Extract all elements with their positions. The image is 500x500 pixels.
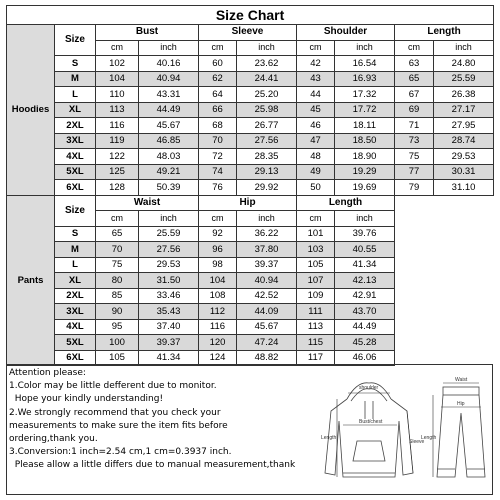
unit-header: cm: [96, 211, 139, 227]
waist-label: Waist: [455, 377, 468, 383]
notes-panel: [6, 364, 493, 495]
table-cell: 44.49: [335, 319, 395, 335]
unit-header: inch: [335, 40, 395, 56]
size-header: Size: [55, 25, 96, 56]
table-cell: 69: [395, 102, 434, 118]
table-cell: 98: [199, 257, 237, 273]
table-cell: 39.37: [237, 257, 297, 273]
table-cell: 71: [395, 118, 434, 134]
size-label: M: [55, 242, 96, 258]
table-cell: 45.67: [237, 319, 297, 335]
table-cell: 62: [199, 71, 237, 87]
table-cell: 29.53: [139, 257, 199, 273]
table-cell: 128: [96, 180, 139, 196]
table-cell: 48.03: [139, 149, 199, 165]
note-line: 2.We strongly recommend that you check your: [9, 407, 221, 418]
measurement-diagram: [321, 377, 491, 489]
table-cell: 68: [199, 118, 237, 134]
table-cell: 41.34: [139, 350, 199, 366]
page-title: Size Chart: [7, 6, 494, 25]
table-cell: 47.24: [237, 335, 297, 351]
size-label: S: [55, 56, 96, 72]
note-line: 3.Conversion:1 inch=2.54 cm,1 cm=0.3937 inch.: [9, 447, 232, 458]
note-line: 1.Color may be little defferent due to monitor.: [9, 381, 217, 392]
table-cell: 63: [395, 56, 434, 72]
table-cell: 40.16: [139, 56, 199, 72]
hip-label: Hip: [457, 401, 465, 407]
unit-header: cm: [395, 40, 434, 56]
table-cell: 40.55: [335, 242, 395, 258]
table-cell: 102: [96, 56, 139, 72]
size-label: 6XL: [55, 180, 96, 196]
size-label: L: [55, 87, 96, 103]
unit-header: inch: [139, 211, 199, 227]
column-header: Length: [395, 25, 494, 41]
note-line: measurements to make sure the item fits before: [9, 420, 228, 431]
size-label: S: [55, 226, 96, 242]
table-cell: 65: [395, 71, 434, 87]
table-row: [7, 102, 494, 118]
table-cell: 47: [297, 133, 335, 149]
note-line: Attention please:: [9, 368, 86, 378]
table-cell: 100: [96, 335, 139, 351]
table-row: [7, 133, 494, 149]
table-cell: 28.35: [237, 149, 297, 165]
size-label: L: [55, 257, 96, 273]
table-cell: 104: [199, 273, 237, 289]
table-cell: 104: [96, 71, 139, 87]
table-cell: 76: [199, 180, 237, 196]
table-cell: 42.91: [335, 288, 395, 304]
table-cell: 48.82: [237, 350, 297, 366]
note-line: ordering,thank you.: [9, 434, 98, 445]
size-label: 2XL: [55, 118, 96, 134]
table-cell: 30.31: [434, 164, 494, 180]
size-label: 3XL: [55, 133, 96, 149]
table-cell: 39.37: [139, 335, 199, 351]
table-cell: 101: [297, 226, 335, 242]
table-cell: 85: [96, 288, 139, 304]
size-label: XL: [55, 102, 96, 118]
table-cell: 42: [297, 56, 335, 72]
table-cell: 27.17: [434, 102, 494, 118]
table-row: [7, 71, 494, 87]
table-cell: 77: [395, 164, 434, 180]
table-cell: 117: [297, 350, 335, 366]
table-cell: 74: [199, 164, 237, 180]
unit-header: cm: [199, 40, 237, 56]
unit-header: inch: [434, 40, 494, 56]
table-cell: 116: [96, 118, 139, 134]
table-cell: 124: [199, 350, 237, 366]
table-cell: 19.29: [335, 164, 395, 180]
table-cell: 29.92: [237, 180, 297, 196]
table-cell: 25.59: [139, 226, 199, 242]
table-cell: 122: [96, 149, 139, 165]
table-row: [7, 164, 494, 180]
shoulder-label: shoulder: [359, 385, 379, 391]
table-cell: 18.11: [335, 118, 395, 134]
table-cell: 120: [199, 335, 237, 351]
table-cell: 46: [297, 118, 335, 134]
table-cell: 109: [297, 288, 335, 304]
table-cell: 31.50: [139, 273, 199, 289]
table-cell: 45.67: [139, 118, 199, 134]
table-cell: 60: [199, 56, 237, 72]
size-label: 4XL: [55, 319, 96, 335]
table-cell: 29.53: [434, 149, 494, 165]
table-cell: 79: [395, 180, 434, 196]
size-label: 4XL: [55, 149, 96, 165]
table-cell: 40.94: [237, 273, 297, 289]
table-cell: 17.72: [335, 102, 395, 118]
table-cell: 35.43: [139, 304, 199, 320]
table-cell: 113: [297, 319, 335, 335]
table-cell: 45.28: [335, 335, 395, 351]
table-row: [7, 180, 494, 196]
table-cell: 67: [395, 87, 434, 103]
table-cell: 29.13: [237, 164, 297, 180]
table-cell: 40.94: [139, 71, 199, 87]
blank-area: [395, 195, 494, 366]
table-cell: 125: [96, 164, 139, 180]
table-cell: 27.56: [139, 242, 199, 258]
table-cell: 46.06: [335, 350, 395, 366]
table-cell: 110: [96, 87, 139, 103]
unit-header: cm: [297, 211, 335, 227]
size-label: 6XL: [55, 350, 96, 366]
table-cell: 75: [395, 149, 434, 165]
table-cell: 43.31: [139, 87, 199, 103]
table-cell: 19.69: [335, 180, 395, 196]
size-chart-table: [6, 5, 494, 366]
table-cell: 50.39: [139, 180, 199, 196]
size-header: Size: [55, 195, 96, 226]
table-cell: 28.74: [434, 133, 494, 149]
table-cell: 44: [297, 87, 335, 103]
table-cell: 42.13: [335, 273, 395, 289]
column-header: Bust: [96, 25, 199, 41]
table-cell: 44.09: [237, 304, 297, 320]
table-row: [7, 118, 494, 134]
table-cell: 75: [96, 257, 139, 273]
table-cell: 16.54: [335, 56, 395, 72]
note-line: Hope your kindly understanding!: [9, 394, 164, 405]
table-cell: 45: [297, 102, 335, 118]
table-cell: 112: [199, 304, 237, 320]
table-cell: 25.98: [237, 102, 297, 118]
table-cell: 18.90: [335, 149, 395, 165]
unit-header: inch: [139, 40, 199, 56]
table-cell: 26.77: [237, 118, 297, 134]
table-cell: 17.32: [335, 87, 395, 103]
unit-header: cm: [96, 40, 139, 56]
size-label: XL: [55, 273, 96, 289]
table-cell: 72: [199, 149, 237, 165]
table-cell: 25.20: [237, 87, 297, 103]
length-label: Length: [321, 435, 337, 441]
table-cell: 43.70: [335, 304, 395, 320]
table-cell: 31.10: [434, 180, 494, 196]
table-row: [7, 87, 494, 103]
table-cell: 44.49: [139, 102, 199, 118]
table-cell: 49: [297, 164, 335, 180]
table-cell: 26.38: [434, 87, 494, 103]
column-header: Shoulder: [297, 25, 395, 41]
bust-label: Bust/chest: [359, 419, 383, 425]
table-cell: 116: [199, 319, 237, 335]
table-cell: 25.59: [434, 71, 494, 87]
table-cell: 48: [297, 149, 335, 165]
column-header: Length: [297, 195, 395, 211]
table-cell: 80: [96, 273, 139, 289]
unit-header: inch: [237, 211, 297, 227]
table-cell: 39.76: [335, 226, 395, 242]
sleeve-label: Sleeve: [409, 439, 425, 445]
pants-length-label: Length: [421, 435, 437, 441]
table-cell: 27.95: [434, 118, 494, 134]
table-cell: 92: [199, 226, 237, 242]
table-cell: 96: [199, 242, 237, 258]
unit-header: inch: [335, 211, 395, 227]
table-cell: 49.21: [139, 164, 199, 180]
table-cell: 70: [96, 242, 139, 258]
table-cell: 33.46: [139, 288, 199, 304]
table-cell: 115: [297, 335, 335, 351]
table-cell: 43: [297, 71, 335, 87]
table-cell: 105: [297, 257, 335, 273]
table-cell: 50: [297, 180, 335, 196]
table-cell: 24.80: [434, 56, 494, 72]
table-cell: 36.22: [237, 226, 297, 242]
table-cell: 105: [96, 350, 139, 366]
size-label: 5XL: [55, 164, 96, 180]
unit-header: inch: [237, 40, 297, 56]
table-cell: 119: [96, 133, 139, 149]
table-cell: 113: [96, 102, 139, 118]
table-cell: 64: [199, 87, 237, 103]
column-header: Waist: [96, 195, 199, 211]
size-label: M: [55, 71, 96, 87]
table-cell: 37.40: [139, 319, 199, 335]
notes-text: [9, 367, 329, 473]
size-label: 3XL: [55, 304, 96, 320]
table-cell: 24.41: [237, 71, 297, 87]
table-cell: 103: [297, 242, 335, 258]
note-line: Please allow a little differs due to manual measurement,thank: [9, 460, 296, 471]
unit-header: cm: [297, 40, 335, 56]
table-row: [7, 56, 494, 72]
table-cell: 66: [199, 102, 237, 118]
hoodies-group-label: Hoodies: [7, 25, 55, 196]
size-label: 5XL: [55, 335, 96, 351]
table-cell: 18.50: [335, 133, 395, 149]
table-cell: 108: [199, 288, 237, 304]
table-cell: 65: [96, 226, 139, 242]
table-cell: 70: [199, 133, 237, 149]
table-cell: 41.34: [335, 257, 395, 273]
table-cell: 37.80: [237, 242, 297, 258]
table-cell: 23.62: [237, 56, 297, 72]
table-cell: 73: [395, 133, 434, 149]
column-header: Hip: [199, 195, 297, 211]
table-cell: 90: [96, 304, 139, 320]
table-cell: 16.93: [335, 71, 395, 87]
pants-group-label: Pants: [7, 195, 55, 366]
unit-header: cm: [199, 211, 237, 227]
table-cell: 27.56: [237, 133, 297, 149]
column-header: Sleeve: [199, 25, 297, 41]
table-cell: 95: [96, 319, 139, 335]
table-cell: 107: [297, 273, 335, 289]
table-cell: 111: [297, 304, 335, 320]
size-label: 2XL: [55, 288, 96, 304]
table-cell: 42.52: [237, 288, 297, 304]
table-row: [7, 149, 494, 165]
table-cell: 46.85: [139, 133, 199, 149]
hoodie-illustration: [325, 383, 413, 477]
